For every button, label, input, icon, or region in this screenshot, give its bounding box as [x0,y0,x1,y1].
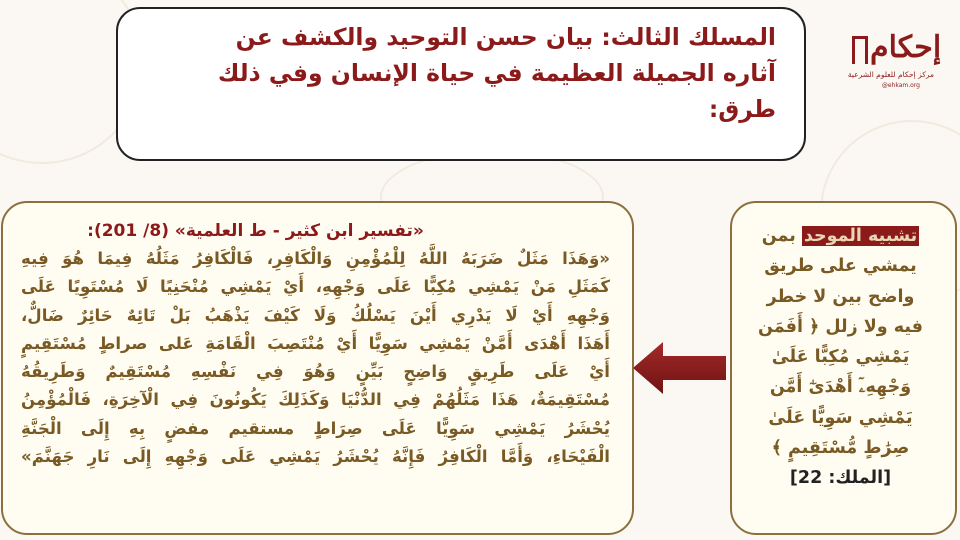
title-line: طرق: [708,95,776,123]
highlighted-phrase: تشبيه الموحد [803,226,918,246]
explanation-line: فيه ولا زلل ﴿ أَفَمَن [758,316,923,337]
logo-name: إحكام [870,30,942,65]
quote-line: مُسْتَقِيمَةٌ، هَذَا مَثَلُهُمْ فِي الدُّنْيَا وَكَذَلِكَ يَكُونُونَ فِي الْآخِرَةِ، فَالْمُؤْمِنُ [21,390,610,410]
title-box [116,7,806,161]
quote-line: يُحْشَرُ يَمْشِي سَوِيًّا عَلَى صِرَاطٍ مستقيم مفضٍ بِهِ إِلَى الْجَنَّةِ [21,418,610,438]
quote-line: كَمَثَلِ مَنْ يَمْشِي مُكِبًّا عَلَى وَجْهِهِ، أَيْ يَمْشِي مُنْحَنِيًا لَا مُسْتَوِيًا عَلَى [21,277,610,297]
logo-mark-icon [852,36,868,64]
explanation-line: صِرَٰطٍ مُّسْتَقِيمٍ ﴾ [771,438,910,459]
explanation-line: واضح بين لا خطر [766,286,915,307]
explanation-box [730,201,957,535]
ehkam-logo [840,22,940,94]
quote-line: أَهَذَا أَهْدَى أَمَّنْ يَمْشِي سَوِيًّا أَيْ مُنْتَصِبَ الْقَامَةِ عَلى صراطٍ مُسْتَقِيمٍ [21,333,610,353]
quote-source: «تفسير ابن كثير - ط العلمية» (8/ 201): [87,221,424,241]
quran-reference: [الملك: 22] [789,468,892,489]
explanation-line: وَجْهِهِۦٓ أَهْدَىٰٓ أَمَّن [769,377,912,398]
logo-subtitle: مركز إحكام للعلوم الشرعية [847,70,934,79]
left-arrow-icon [633,342,726,394]
explanation-line: يَمْشِي مُكِبًّا عَلَىٰ [771,347,910,368]
explanation-line: يمشي على طريق [764,256,917,277]
quote-line: الْفَيْحَاءِ، وَأَمَّا الْكَافِرُ فَإِنَّهُ يُحْشَرُ يَمْشِي عَلَى وَجْهِهِ إِلَى نَارِ جَهَنَّمَ» [21,447,610,467]
quote-line: أَيْ عَلَى طَرِيقٍ وَاضِحٍ بَيِّنٍ وَهُوَ فِي نَفْسِهِ مُسْتَقِيمٌ وَطَرِيقُهُ [21,362,610,382]
title-line: المسلك الثالث: بيان حسن التوحيد والكشف عن [235,23,776,51]
quote-line: «وَهَذَا مَثَلٌ ضَرَبَهُ اللَّهُ لِلْمُؤْمِنِ وَالْكَافِرِ، فَالْكَافِرُ مَثَلُهُ فِيمَا هُوَ فِيهِ [21,249,610,268]
explanation-first-line [750,221,931,251]
quote-line: وَجْهِهِ أَيْ لَا يَدْرِي أَيْنَ يَسْلُكُ وَلَا كَيْفَ يَذْهَبُ بَلْ تَائِهٌ حَائِرٌ ضَالٌّ، [21,305,610,325]
title-line: آثاره الجميلة العظيمة في حياة الإنسان وفي ذلك [217,59,776,87]
explanation-line: يَمْشِي سَوِيًّا عَلَىٰ [768,407,913,428]
tafsir-quote-box [1,201,634,535]
logo-handle: @ehkam.org [881,82,920,89]
explanation-text: بمن [761,226,802,246]
